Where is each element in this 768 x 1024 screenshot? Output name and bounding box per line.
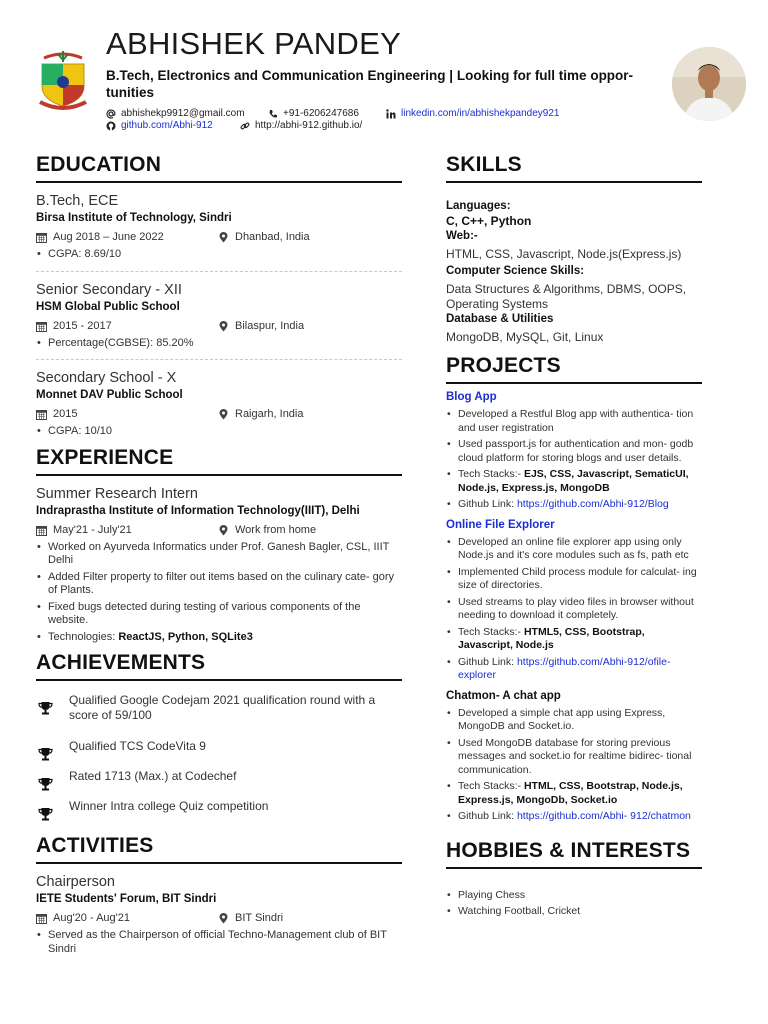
github-icon (106, 121, 116, 131)
calendar-icon (36, 232, 47, 243)
skills-heading: SKILLS (446, 152, 702, 183)
website-text[interactable]: http://abhi-912.github.io/ (255, 120, 363, 131)
project-bullet: • Used MongoDB database for storing previous messages and socket.io for realtime bidirec- tional communication. (446, 737, 702, 778)
experience-bullet: • Worked on Ayurveda Informatics under Prof. Ganesh Bagler, CSL, IIIT Delhi (36, 541, 402, 568)
education-section (36, 152, 402, 439)
calendar-icon (36, 321, 47, 332)
project-bullet: • Used streams to play video files in browser without needing to download it completely. (446, 596, 702, 623)
github-contact[interactable] (106, 120, 213, 131)
projects-section (446, 353, 702, 824)
project-entry (446, 518, 702, 683)
project-github-link[interactable]: https://github.com/Abhi-912/Blog (516, 498, 669, 510)
activity-org: IETE Students' Forum, BIT Sindri (36, 893, 217, 905)
location-pin-icon (218, 525, 229, 536)
tech-label: Tech Stacks:- (458, 625, 524, 638)
education-degree: Secondary School - X (36, 370, 177, 386)
education-location: Dhanbad, India (235, 231, 310, 243)
education-location: Raigarh, India (235, 408, 304, 420)
trophy-icon (38, 777, 53, 791)
achievement-text: Qualified TCS CodeVita 9 (69, 739, 206, 753)
project-github (446, 810, 702, 824)
education-degree: B.Tech, ECE (36, 193, 119, 209)
skill-heading: Computer Science Skills: (446, 265, 585, 277)
education-entry (36, 281, 402, 351)
activities-heading: ACTIVITIES (36, 833, 402, 864)
project-github (446, 498, 702, 512)
divider (36, 359, 402, 360)
education-detail: • CGPA: 10/10 (36, 425, 402, 439)
experience-bullet: • Fixed bugs detected during testing of various components of the website. (36, 601, 402, 628)
project-entry (446, 390, 702, 512)
activity-date: Aug'20 - Aug'21 (53, 912, 130, 924)
trophy-icon (38, 747, 53, 761)
skill-value: Data Structures & Algorithms, DBMS, OOPS, Operating Systems (446, 282, 687, 311)
right-column (446, 152, 702, 922)
achievement-item (36, 799, 402, 829)
candidate-name: ABHISHEK PANDEY (106, 26, 402, 61)
tech-value: HTML5, CSS, Bootstrap, Javascript, Node.js (458, 625, 645, 651)
project-github-link[interactable]: https://github.com/Abhi- 912/chatmon (516, 810, 691, 822)
codejam-link[interactable]: Codejam (161, 693, 210, 707)
tech-label: Tech Stacks:- (458, 780, 524, 792)
education-entry (36, 369, 402, 439)
skill-value: MongoDB, MySQL, Git, Linux (446, 330, 604, 344)
chain-link-icon (240, 121, 250, 131)
skill-heading: Languages: (446, 200, 511, 212)
calendar-icon (36, 525, 47, 536)
project-entry (446, 689, 702, 824)
github-label: Github Link: (458, 810, 517, 822)
experience-location: Work from home (235, 523, 317, 536)
skill-value: HTML, CSS, Javascript, Node.js(Express.js) (446, 247, 682, 261)
tech-value: EJS, CSS, Javascript, SematicUI, Node.js, Express.js, MongoDB (458, 468, 689, 494)
project-bullet: • Developed a Restful Blog app with authentica- tion and user registration (446, 408, 702, 435)
calendar-icon (36, 913, 47, 924)
phone-icon (268, 109, 278, 119)
github-label: Github Link: (458, 498, 517, 510)
project-title[interactable]: Online File Explorer (446, 518, 555, 531)
college-logo (34, 48, 92, 116)
achievement-text: Winner Intra college Quiz competition (69, 799, 269, 813)
project-title[interactable]: Blog App (446, 391, 497, 403)
education-detail: • CGPA: 8.69/10 (36, 248, 402, 262)
skill-value: C, C++, Python (446, 214, 532, 228)
at-icon (106, 109, 116, 119)
experience-date: May'21 - July'21 (53, 523, 132, 536)
achievement-text: Qualified Google (69, 693, 162, 707)
hobby-item: • Watching Football, Cricket (446, 905, 702, 919)
hobbies-section (446, 838, 702, 919)
headline: B.Tech, Electronics and Communication Engineering | Looking for full time oppor- tunities (106, 68, 634, 100)
tech-label: Tech Stacks:- (458, 468, 524, 480)
trophy-icon (38, 807, 53, 821)
hobby-item: • Playing Chess (446, 889, 702, 903)
skill-heading: Database & Utilities (446, 313, 554, 325)
location-pin-icon (218, 409, 229, 420)
education-date: Aug 2018 – June 2022 (53, 231, 164, 243)
trophy-icon (38, 701, 53, 715)
divider (36, 271, 402, 272)
phone-text: +91-6206247686 (283, 108, 359, 119)
linkedin-contact[interactable] (386, 108, 559, 119)
email-text: abhishekp9912@gmail.com (121, 108, 245, 119)
achievements-section (36, 650, 402, 829)
experience-tech (36, 631, 402, 645)
activity-bullet: • Served as the Chairperson of official Techno-Management club of BIT Sindri (36, 929, 402, 956)
location-pin-icon (218, 232, 229, 243)
education-date: 2015 - 2017 (53, 319, 112, 332)
achievement-text: Rated 1713 (Max.) at Codechef (69, 769, 237, 783)
tech-value: ReactJS, Python, SQLite3 (118, 630, 253, 643)
experience-section (36, 445, 402, 645)
project-bullet: • Developed a simple chat app using Express, MongoDB and Socket.io. (446, 707, 702, 734)
location-pin-icon (218, 321, 229, 332)
projects-heading: PROJECTS (446, 353, 702, 384)
linkedin-link[interactable]: linkedin.com/in/abhishekpandey921 (401, 108, 560, 119)
project-bullet: • Developed an online file explorer app using only Node.js and it's core modules such as fs, path etc (446, 536, 702, 563)
education-entry (36, 192, 402, 262)
achievement-item (36, 769, 402, 799)
profile-photo (672, 47, 746, 121)
activity-role: Chairperson (36, 874, 115, 890)
achievements-heading: ACHIEVEMENTS (36, 650, 402, 681)
experience-heading: EXPERIENCE (36, 445, 402, 476)
activities-section (36, 833, 402, 956)
skill-heading: Web:- (446, 230, 478, 242)
project-bullet: • Used passport.js for authentication and mon- godb cloud platform for storing blogs and user details. (446, 438, 702, 465)
project-tech (446, 468, 702, 495)
tech-value: HTML, CSS, Bootstrap, Node.js, Express.js, MongoDb, Socket.io (458, 780, 683, 806)
github-link[interactable]: github.com/Abhi-912 (121, 120, 213, 131)
email-contact[interactable] (106, 108, 245, 119)
tech-label: Technologies: (48, 630, 119, 643)
github-label: Github Link: (458, 655, 517, 668)
education-school: Monnet DAV Public School (36, 389, 183, 401)
education-location: Bilaspur, India (235, 319, 305, 332)
experience-bullet: • Added Filter property to filter out items based on the culinary cate- gory of Plants. (36, 571, 402, 598)
linkedin-icon (386, 109, 396, 119)
achievement-text: 2021 qualification round with a score of 59/100 (69, 693, 376, 722)
website-contact[interactable] (240, 120, 362, 131)
achievement-item (36, 693, 402, 739)
education-detail: • Percentage(CGBSE): 85.20% (36, 337, 402, 351)
project-tech (446, 626, 702, 653)
education-heading: EDUCATION (36, 152, 402, 183)
project-bullet: • Implemented Child process module for calculat- ing size of directories. (446, 566, 702, 593)
activity-location: BIT Sindri (235, 912, 284, 924)
achievement-item (36, 739, 402, 769)
calendar-icon (36, 409, 47, 420)
project-github-link[interactable]: https://github.com/Abhi-912/ofile- explorer (458, 655, 671, 681)
location-pin-icon (218, 913, 229, 924)
experience-org: Indraprastha Institute of Information Technology(IIIT), Delhi (36, 504, 360, 517)
education-date: 2015 (53, 408, 78, 420)
education-school: Birsa Institute of Technology, Sindri (36, 212, 232, 224)
project-tech (446, 780, 702, 807)
hobbies-heading: HOBBIES & INTERESTS (446, 838, 702, 869)
experience-role: Summer Research Intern (36, 485, 198, 502)
education-degree: Senior Secondary - XII (36, 281, 182, 298)
phone-contact[interactable] (268, 108, 359, 119)
project-title: Chatmon- A chat app (446, 689, 561, 702)
skills-section (446, 152, 702, 345)
education-school: HSM Global Public School (36, 300, 180, 313)
project-github (446, 656, 702, 683)
left-column (36, 152, 402, 959)
